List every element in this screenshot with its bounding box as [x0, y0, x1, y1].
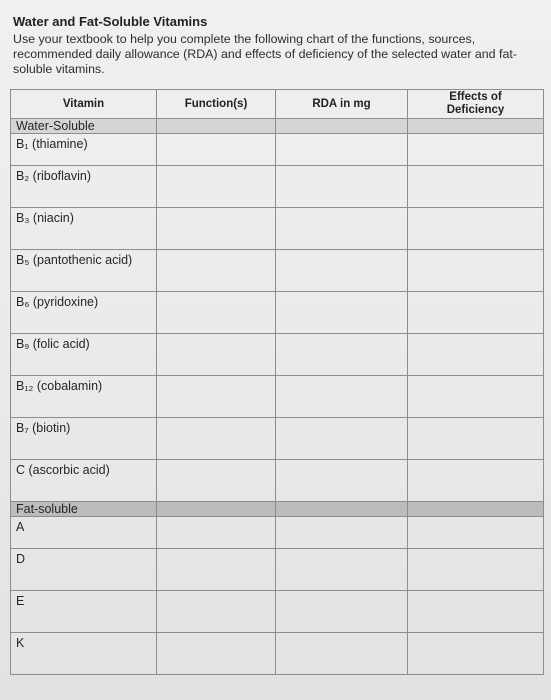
table-row [11, 208, 544, 250]
group-label-water-soluble: Water-Soluble [11, 119, 157, 134]
vitamin-cell: B₂ (riboflavin) [11, 166, 157, 208]
vitamin-cell: B₅ (pantothenic acid) [11, 250, 157, 292]
functions-cell[interactable] [157, 334, 276, 376]
table-row [11, 376, 544, 418]
rda-cell[interactable] [276, 166, 408, 208]
header-vitamin: Vitamin [11, 90, 157, 119]
group-row-fat-soluble [11, 502, 544, 517]
vitamin-cell: E [11, 591, 157, 633]
rda-cell[interactable] [276, 633, 408, 675]
vitamin-cell: B₃ (niacin) [11, 208, 157, 250]
header-functions: Function(s) [157, 90, 276, 119]
deficiency-cell[interactable] [408, 166, 544, 208]
deficiency-cell[interactable] [408, 376, 544, 418]
deficiency-cell[interactable] [408, 134, 544, 166]
rda-cell[interactable] [276, 292, 408, 334]
deficiency-cell[interactable] [408, 633, 544, 675]
rda-cell[interactable] [276, 334, 408, 376]
table-header-row [11, 90, 544, 119]
table-row [11, 633, 544, 675]
deficiency-cell[interactable] [408, 460, 544, 502]
vitamin-cell: B₆ (pyridoxine) [11, 292, 157, 334]
functions-cell[interactable] [157, 166, 276, 208]
vitamin-cell: B₇ (biotin) [11, 418, 157, 460]
page-title: Water and Fat-Soluble Vitamins [13, 14, 208, 29]
rda-cell[interactable] [276, 460, 408, 502]
table-row [11, 166, 544, 208]
functions-cell[interactable] [157, 517, 276, 549]
deficiency-cell[interactable] [408, 591, 544, 633]
rda-cell[interactable] [276, 376, 408, 418]
vitamin-cell: B₉ (folic acid) [11, 334, 157, 376]
rda-cell[interactable] [276, 517, 408, 549]
deficiency-cell[interactable] [408, 549, 544, 591]
vitamin-cell: C (ascorbic acid) [11, 460, 157, 502]
functions-cell[interactable] [157, 460, 276, 502]
rda-cell[interactable] [276, 418, 408, 460]
table-row [11, 517, 544, 549]
rda-cell[interactable] [276, 591, 408, 633]
table-row [11, 134, 544, 166]
table-row [11, 591, 544, 633]
vitamin-cell: B₁ (thiamine) [11, 134, 157, 166]
vitamin-cell: D [11, 549, 157, 591]
table-row [11, 292, 544, 334]
group-label-fat-soluble: Fat-soluble [11, 502, 157, 517]
functions-cell[interactable] [157, 134, 276, 166]
header-deficiency-effects: Effects of Deficiency [408, 90, 544, 119]
table-row [11, 334, 544, 376]
instructions-text: Use your textbook to help you complete the following chart of the functions, sources, recommended daily allowance (RDA) and effects of deficiency of the selected water and fat-soluble vitamins. [13, 32, 517, 76]
functions-cell[interactable] [157, 591, 276, 633]
rda-cell[interactable] [276, 250, 408, 292]
group-row-water-soluble [11, 119, 544, 134]
vitamin-cell: B₁₂ (cobalamin) [11, 376, 157, 418]
vitamin-cell: A [11, 517, 157, 549]
rda-cell[interactable] [276, 134, 408, 166]
deficiency-cell[interactable] [408, 334, 544, 376]
table-row [11, 549, 544, 591]
functions-cell[interactable] [157, 418, 276, 460]
header-rda: RDA in mg [276, 90, 408, 119]
vitamin-cell: K [11, 633, 157, 675]
rda-cell[interactable] [276, 208, 408, 250]
functions-cell[interactable] [157, 549, 276, 591]
functions-cell[interactable] [157, 376, 276, 418]
deficiency-cell[interactable] [408, 208, 544, 250]
table-row [11, 460, 544, 502]
deficiency-cell[interactable] [408, 517, 544, 549]
functions-cell[interactable] [157, 208, 276, 250]
functions-cell[interactable] [157, 250, 276, 292]
functions-cell[interactable] [157, 633, 276, 675]
deficiency-cell[interactable] [408, 418, 544, 460]
deficiency-cell[interactable] [408, 250, 544, 292]
vitamin-chart-table [10, 89, 544, 675]
functions-cell[interactable] [157, 292, 276, 334]
rda-cell[interactable] [276, 549, 408, 591]
table-row [11, 418, 544, 460]
table-row [11, 250, 544, 292]
deficiency-cell[interactable] [408, 292, 544, 334]
